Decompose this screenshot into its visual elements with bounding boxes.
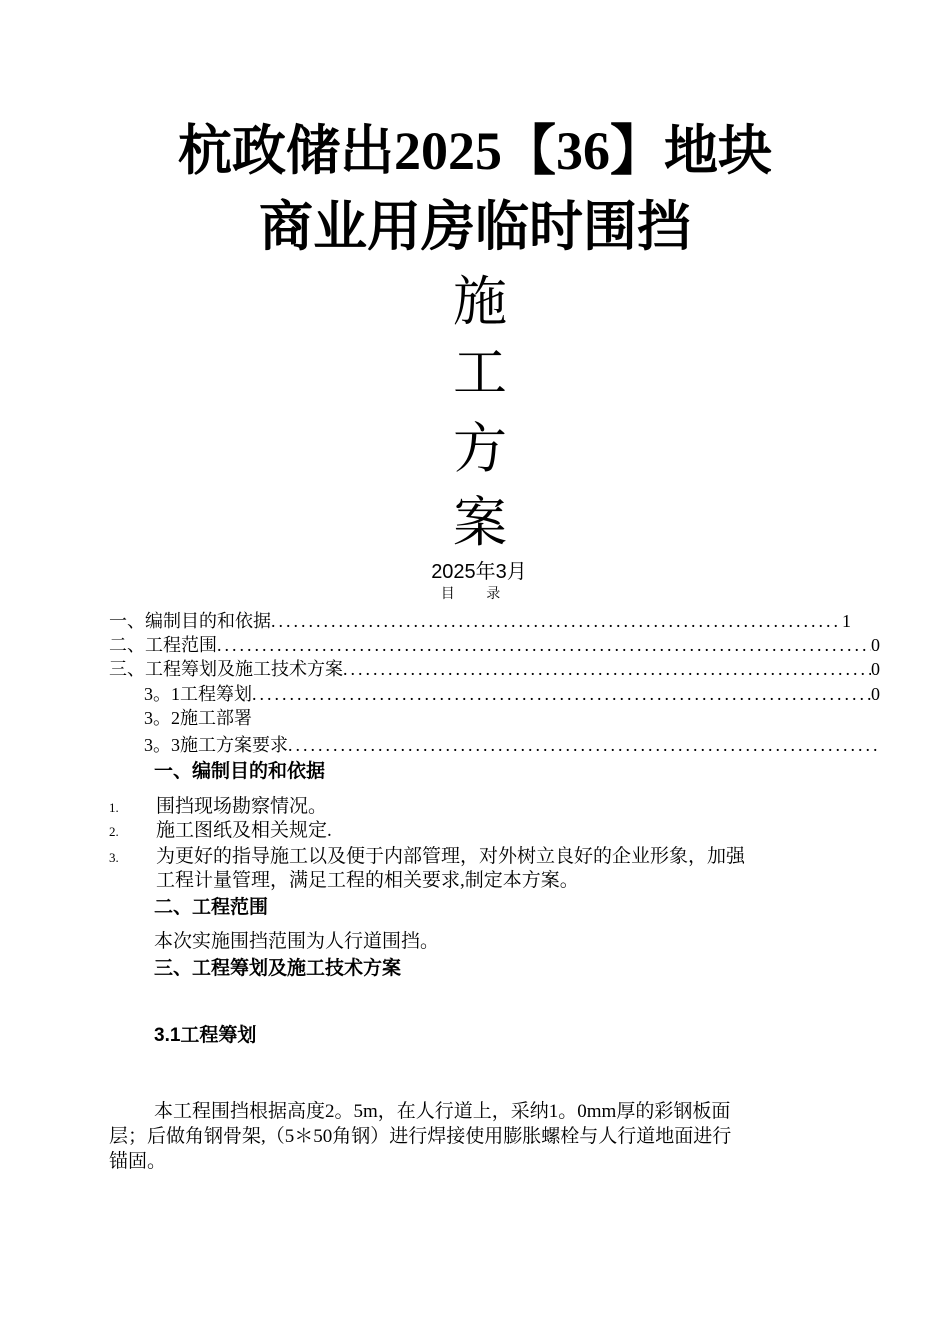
title-char-1: 施 — [453, 270, 507, 333]
toc-entry-label: 3。1工程筹划 — [144, 684, 252, 704]
toc-entry[interactable] — [144, 682, 880, 706]
toc-entry[interactable] — [144, 733, 878, 757]
title-char-3: 方 — [453, 417, 507, 480]
document-title-line-2: 商业用房临时围挡 — [259, 195, 691, 258]
toc-entry-page: 1 — [842, 611, 851, 631]
toc-entry-page: 0 — [871, 635, 880, 655]
planning-paragraph-line: 本工程围挡根据高度2。5m，在人行道上，采纳1。0mm厚的彩钢板面 — [154, 1101, 731, 1122]
section-heading-scope: 二、工程范围 — [154, 896, 269, 918]
list-item-text: 工程计量管理，满足工程的相关要求,制定本方案。 — [156, 870, 579, 891]
toc-entry-label: 3。3施工方案要求 — [144, 735, 288, 755]
sub-heading-planning: 3.1工程筹划 — [154, 1025, 257, 1046]
list-number: 1. — [109, 800, 119, 815]
planning-paragraph-line: 锚固。 — [109, 1151, 167, 1172]
list-item-text: 为更好的指导施工以及便于内部管理，对外树立良好的企业形象，加强 — [156, 846, 746, 867]
planning-paragraph-line: 层；后做角钢骨架,（5＊50角钢）进行焊接使用膨胀螺栓与人行道地面进行 — [109, 1126, 732, 1147]
section-heading-purpose: 一、编制目的和依据 — [154, 760, 326, 782]
toc-entry[interactable] — [109, 609, 851, 633]
toc-entry[interactable] — [144, 706, 444, 730]
title-char-2: 工 — [453, 341, 507, 404]
list-item-text: 施工图纸及相关规定. — [156, 820, 332, 841]
document-date: 2025年3月 — [431, 561, 527, 583]
section-heading-planning: 三、工程筹划及施工技术方案 — [154, 957, 402, 979]
title-char-4: 案 — [453, 491, 507, 554]
toc-entry-label: 3。2施工部署 — [144, 708, 252, 728]
list-number: 3. — [109, 850, 119, 865]
toc-entry-label: 二、工程范围 — [109, 635, 217, 655]
toc-entry-page: 0 — [871, 684, 880, 704]
toc-entry-page: 0 — [871, 659, 880, 679]
toc-title: 目 录 — [440, 587, 515, 602]
document-title-line-1: 杭政储出2025【36】地块 — [178, 121, 772, 181]
toc-entry[interactable] — [109, 657, 880, 681]
toc-entry-label: 三、工程筹划及施工技术方案 — [109, 659, 343, 679]
toc-entry-label: 一、编制目的和依据 — [109, 611, 271, 631]
toc-entry[interactable] — [109, 633, 880, 657]
list-item-text: 围挡现场勘察情况。 — [156, 796, 328, 817]
scope-paragraph: 本次实施围挡范围为人行道围挡。 — [154, 931, 440, 952]
list-number: 2. — [109, 824, 119, 839]
